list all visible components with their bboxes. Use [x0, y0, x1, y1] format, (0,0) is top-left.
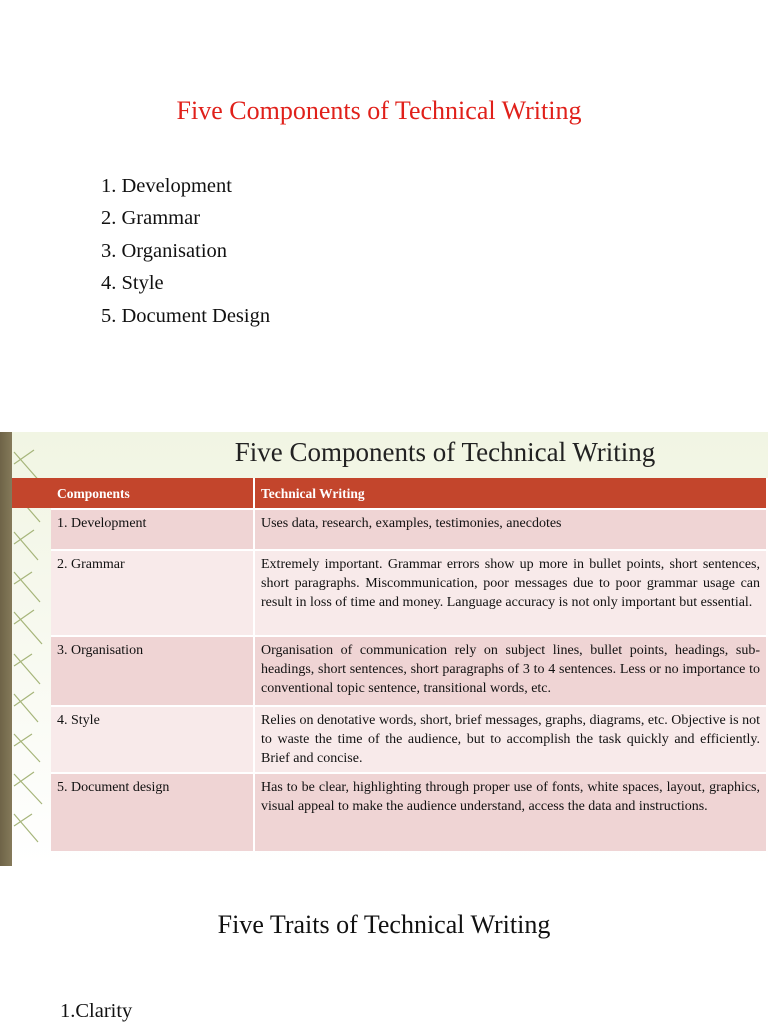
column-header-technical-writing: Technical Writing — [254, 478, 767, 509]
cell-description: Relies on denotative words, short, brief messages, graphs, diagrams, etc. Objective is not to waste the time of the audience, but to accomplish the task quickly and efficiently. Brief and concise. — [254, 706, 767, 773]
cell-description: Has to be clear, highlighting through proper use of fonts, white spaces, layout, graphics, visual appeal to make the audience understand, access the data and instructions. — [254, 773, 767, 851]
components-list — [101, 170, 270, 332]
list-item: 3. Organisation — [101, 239, 228, 262]
cell-description: Extremely important. Grammar errors show up more in bullet points, short sentences, short paragraphs. Miscommunication, poor messages due to poor grammar usage can result in loss of time and money. Language accuracy is not only important but essential. — [254, 550, 767, 636]
list-item: 1. Development — [101, 175, 232, 197]
section-title: Five Traits of Technical Writing — [217, 910, 551, 939]
trait-item: 1.Clarity — [60, 1000, 133, 1022]
list-item: 5. Document Design — [101, 304, 271, 327]
table-row — [51, 706, 767, 773]
cell-description: Uses data, research, examples, testimonies, anecdotes — [254, 509, 767, 550]
list-item: 4. Style — [101, 272, 164, 295]
table-row — [51, 550, 767, 636]
slide-left-bar — [0, 432, 12, 866]
cell-component: 1. Development — [51, 509, 254, 550]
column-header-components: Components — [51, 478, 254, 509]
table-row — [51, 773, 767, 851]
cell-component: 3. Organisation — [51, 636, 254, 706]
table-row — [51, 509, 767, 550]
cell-description: Organisation of communication rely on subject lines, bullet points, headings, sub-headings, short sentences, short paragraphs of 3 to 4 sentences. Less or no importance to conventional topic sentence, transitional words, etc. — [254, 636, 767, 706]
list-item: 2. Grammar — [101, 207, 201, 230]
page-title: Five Components of Technical Writing — [176, 96, 582, 125]
cell-component: 4. Style — [51, 706, 254, 773]
table-header-row — [51, 478, 767, 509]
table-row — [51, 636, 767, 706]
cell-component: 2. Grammar — [51, 550, 254, 636]
slide-image — [0, 432, 768, 866]
components-table — [51, 478, 768, 851]
cell-component: 5. Document design — [51, 773, 254, 851]
slide-title: Five Components of Technical Writing — [234, 437, 656, 467]
